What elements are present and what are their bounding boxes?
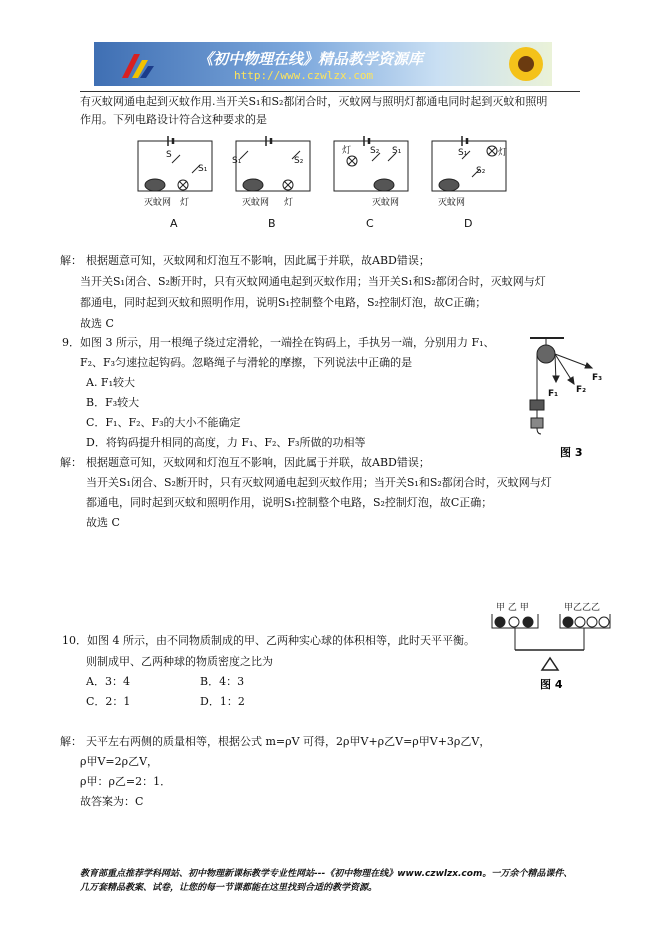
q10-option-d: D．1：2 <box>200 695 245 708</box>
q8-solution-line1: 根据题意可知，灭蚊网和灯泡互不影响，因此属于并联，故ABD错误； <box>86 254 430 267</box>
q9-solution-line1: 根据题意可知，灭蚊网和灯泡互不影响，因此属于并联，故ABD错误； <box>86 456 430 469</box>
circuit-a-net-label: 灭蚊网 <box>144 198 172 208</box>
q8-stem-line1: 有灭蚊网通电起到灭蚊作用.当开关S₁和S₂都闭合时，灭蚊网与照明灯都通电同时起到灭蚊和照明 <box>80 95 548 108</box>
q10-option-c: C．2：1 <box>86 695 131 708</box>
force-f2-label: F₂ <box>576 385 587 395</box>
banner-title: 《初中物理在线》精品教学资源库 <box>198 50 424 68</box>
q10-option-a: A．3：4 <box>86 675 130 688</box>
footer-line2: 几万套精品教案、试卷，让您的每一节课都能在这里找到合适的教学资源。 <box>80 883 378 893</box>
banner-url[interactable]: http://www.czwlzx.com <box>234 69 374 82</box>
circuit-d-s2-label: S₂ <box>476 166 486 176</box>
circuit-c <box>334 136 408 191</box>
circuit-c-net-label: 灭蚊网 <box>372 198 400 208</box>
q9-option-a: A. F₁较大 <box>86 376 135 389</box>
circuit-b-lamp-label: 灯 <box>284 198 294 208</box>
figure-3-caption: 图 3 <box>560 446 583 459</box>
site-logo-icon <box>120 50 154 80</box>
circuit-a-s1-label: S₁ <box>198 164 208 174</box>
header-banner <box>94 42 552 86</box>
q10-solution-line4: 故答案为：C <box>80 795 144 808</box>
circuit-d-s1-label: S₁ <box>458 148 468 158</box>
q8-circuit-figures <box>128 133 508 235</box>
balance-right-label: 甲乙乙乙 <box>564 603 601 613</box>
sunflower-icon <box>506 44 546 84</box>
q9-stem-line2: F₂、F₃匀速拉起钩码。忽略绳子与滑轮的摩擦，下列说法中正确的是 <box>80 356 413 369</box>
q9-option-d: D．将钩码提升相同的高度，力 F₁、F₂、F₃所做的功相等 <box>86 436 366 449</box>
circuit-d-label: D <box>464 217 473 230</box>
q10-solution-line3: ρ甲：ρ乙=2：1． <box>80 775 172 788</box>
circuit-d-lamp-label: 灯 <box>498 148 508 158</box>
footer-line1: 教育部重点推荐学科网站、初中物理新课标教学专业性网站---《初中物理在线》www.czwlzx.com。一万余个精品课件、 <box>80 869 573 879</box>
q9-option-b: B．F₃较大 <box>86 396 140 409</box>
q9-pulley-figure <box>512 334 602 462</box>
q8-solution-line2: 当开关S₁闭合、S₂断开时，只有灭蚊网通电起到灭蚊作用；当开关S₁和S₂都闭合时，灭蚊网与灯 <box>80 275 546 288</box>
q10-solution-line1: 天平左右两侧的质量相等，根据公式 m=ρV 可得，2ρ甲V+ρ乙V=ρ甲V+3ρ乙V， <box>86 735 491 748</box>
circuit-a-s-label: S <box>166 150 172 160</box>
circuit-d <box>432 136 506 191</box>
circuit-c-label: C <box>366 217 374 230</box>
circuit-d-net-label: 灭蚊网 <box>438 198 466 208</box>
q9-solution-line2: 当开关S₁闭合、S₂断开时，只有灭蚊网通电起到灭蚊作用；当开关S₁和S₂都闭合时，灭蚊网与灯 <box>86 476 552 489</box>
circuit-a-label: A <box>170 217 178 230</box>
q10-option-b: B．4：3 <box>200 675 245 688</box>
force-f3-label: F₃ <box>592 373 602 383</box>
q10-solution-prefix: 解： <box>60 735 82 748</box>
header-rule <box>80 91 580 92</box>
circuit-a-lamp-label: 灯 <box>180 198 190 208</box>
circuit-c-lamp-label: 灯 <box>342 146 352 156</box>
q10-balance-figure <box>484 598 614 696</box>
q8-stem-line2: 作用。下列电路设计符合这种要求的是 <box>80 113 267 126</box>
circuit-c-s2-label: S₂ <box>370 146 380 156</box>
q9-solution-prefix: 解： <box>60 456 82 469</box>
circuit-c-s1-label: S₁ <box>392 146 402 156</box>
circuit-b-s1-label: S₁ <box>232 156 242 166</box>
balance-left-label: 甲 乙 甲 <box>496 603 529 613</box>
q10-solution-line2: ρ甲V=2ρ乙V， <box>80 755 159 768</box>
q8-solution-line3: 都通电，同时起到灭蚊和照明作用，说明S₁控制整个电路，S₂控制灯泡，故C正确； <box>80 296 487 309</box>
q9-stem-line1: 9．如图 3 所示，用一根绳子绕过定滑轮，一端拴在钩码上，手执另一端，分别用力 F₁、 <box>62 336 495 349</box>
force-f1-label: F₁ <box>548 389 559 399</box>
q10-stem-line2: 则制成甲、乙两种球的物质密度之比为 <box>86 655 273 668</box>
q9-solution-line4: 故选 C <box>86 516 120 529</box>
q8-solution-line4: 故选 C <box>80 317 114 330</box>
q9-solution-line3: 都通电，同时起到灭蚊和照明作用，说明S₁控制整个电路，S₂控制灯泡，故C正确； <box>86 496 493 509</box>
q8-solution-prefix: 解： <box>60 254 82 267</box>
circuit-b-net-label: 灭蚊网 <box>242 198 270 208</box>
q9-option-c: C．F₁、F₂、F₃的大小不能确定 <box>86 416 241 429</box>
circuit-b-label: B <box>268 217 276 230</box>
figure-4-caption: 图 4 <box>540 678 563 691</box>
q10-stem-line1: 10．如图 4 所示，由不同物质制成的甲、乙两种实心球的体积相等，此时天平平衡。 <box>62 634 475 647</box>
circuit-b-s2-label: S₂ <box>294 156 304 166</box>
